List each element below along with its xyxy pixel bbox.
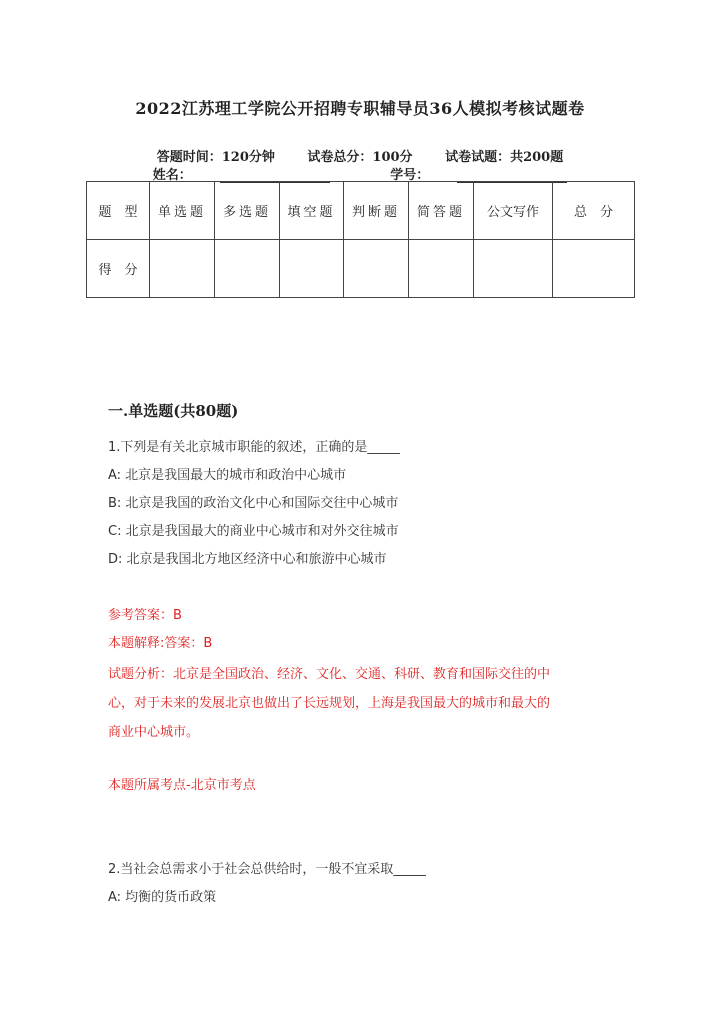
score-cell[interactable]	[215, 240, 280, 298]
q2-option-a: A: 均衡的货币政策	[108, 890, 217, 905]
header-cell: 总 分	[553, 182, 635, 240]
score-cell[interactable]	[474, 240, 553, 298]
q1-option-c: C: 北京是我国最大的商业中心城市和对外交往城市	[108, 524, 399, 539]
header-cell: 多选题	[215, 182, 280, 240]
exam-info	[0, 146, 720, 165]
q1-option-d: D: 北京是我国北方地区经济中心和旅游中心城市	[108, 552, 387, 567]
score-row-label: 得 分	[87, 240, 150, 298]
header-cell: 填空题	[280, 182, 344, 240]
page-title: 2022江苏理工学院公开招聘专职辅导员36人模拟考核试题卷	[135, 99, 585, 118]
q1-explain-label: 本题解释:答案：B	[108, 636, 213, 651]
q1-topic: 本题所属考点-北京市考点	[108, 778, 256, 793]
q2-stem: 2.当社会总需求小于社会总供给时，一般不宜采取_____	[108, 862, 426, 877]
q1-analysis-line: 试题分析：北京是全国政治、经济、文化、交通、科研、教育和国际交往的中	[108, 667, 551, 682]
score-cell[interactable]	[280, 240, 344, 298]
id-label: 学号：	[390, 168, 430, 183]
score-table-header	[87, 182, 635, 240]
header-cell: 题 型	[87, 182, 150, 240]
header-cell: 简答题	[409, 182, 474, 240]
q1-stem: 1.下列是有关北京城市职能的叙述，正确的是_____	[108, 440, 400, 455]
q1-option-a: A: 北京是我国最大的城市和政治中心城市	[108, 468, 347, 483]
q1-answer: 参考答案：B	[108, 608, 182, 623]
q1-analysis-line: 心，对于未来的发展北京也做出了长远规划，上海是我国最大的城市和最大的	[108, 696, 551, 711]
exam-time: 答题时间：120分钟	[156, 150, 275, 165]
header-cell: 单选题	[150, 182, 215, 240]
exam-total-score: 试卷总分：100分	[307, 150, 413, 165]
score-cell[interactable]	[409, 240, 474, 298]
header-cell: 判断题	[344, 182, 409, 240]
name-label: 姓名：	[152, 168, 192, 183]
header-cell: 公文写作	[474, 182, 553, 240]
exam-total-questions: 试卷试题：共200题	[445, 150, 564, 165]
q1-option-b: B: 北京是我国的政治文化中心和国际交往中心城市	[108, 496, 399, 511]
score-table	[86, 181, 635, 298]
score-row	[87, 240, 635, 298]
q1-analysis	[108, 660, 618, 747]
q1-analysis-line: 商业中心城市。	[108, 725, 200, 740]
score-cell[interactable]	[553, 240, 635, 298]
score-cell[interactable]	[150, 240, 215, 298]
section-title: 一.单选题(共80题)	[108, 402, 239, 420]
score-cell[interactable]	[344, 240, 409, 298]
